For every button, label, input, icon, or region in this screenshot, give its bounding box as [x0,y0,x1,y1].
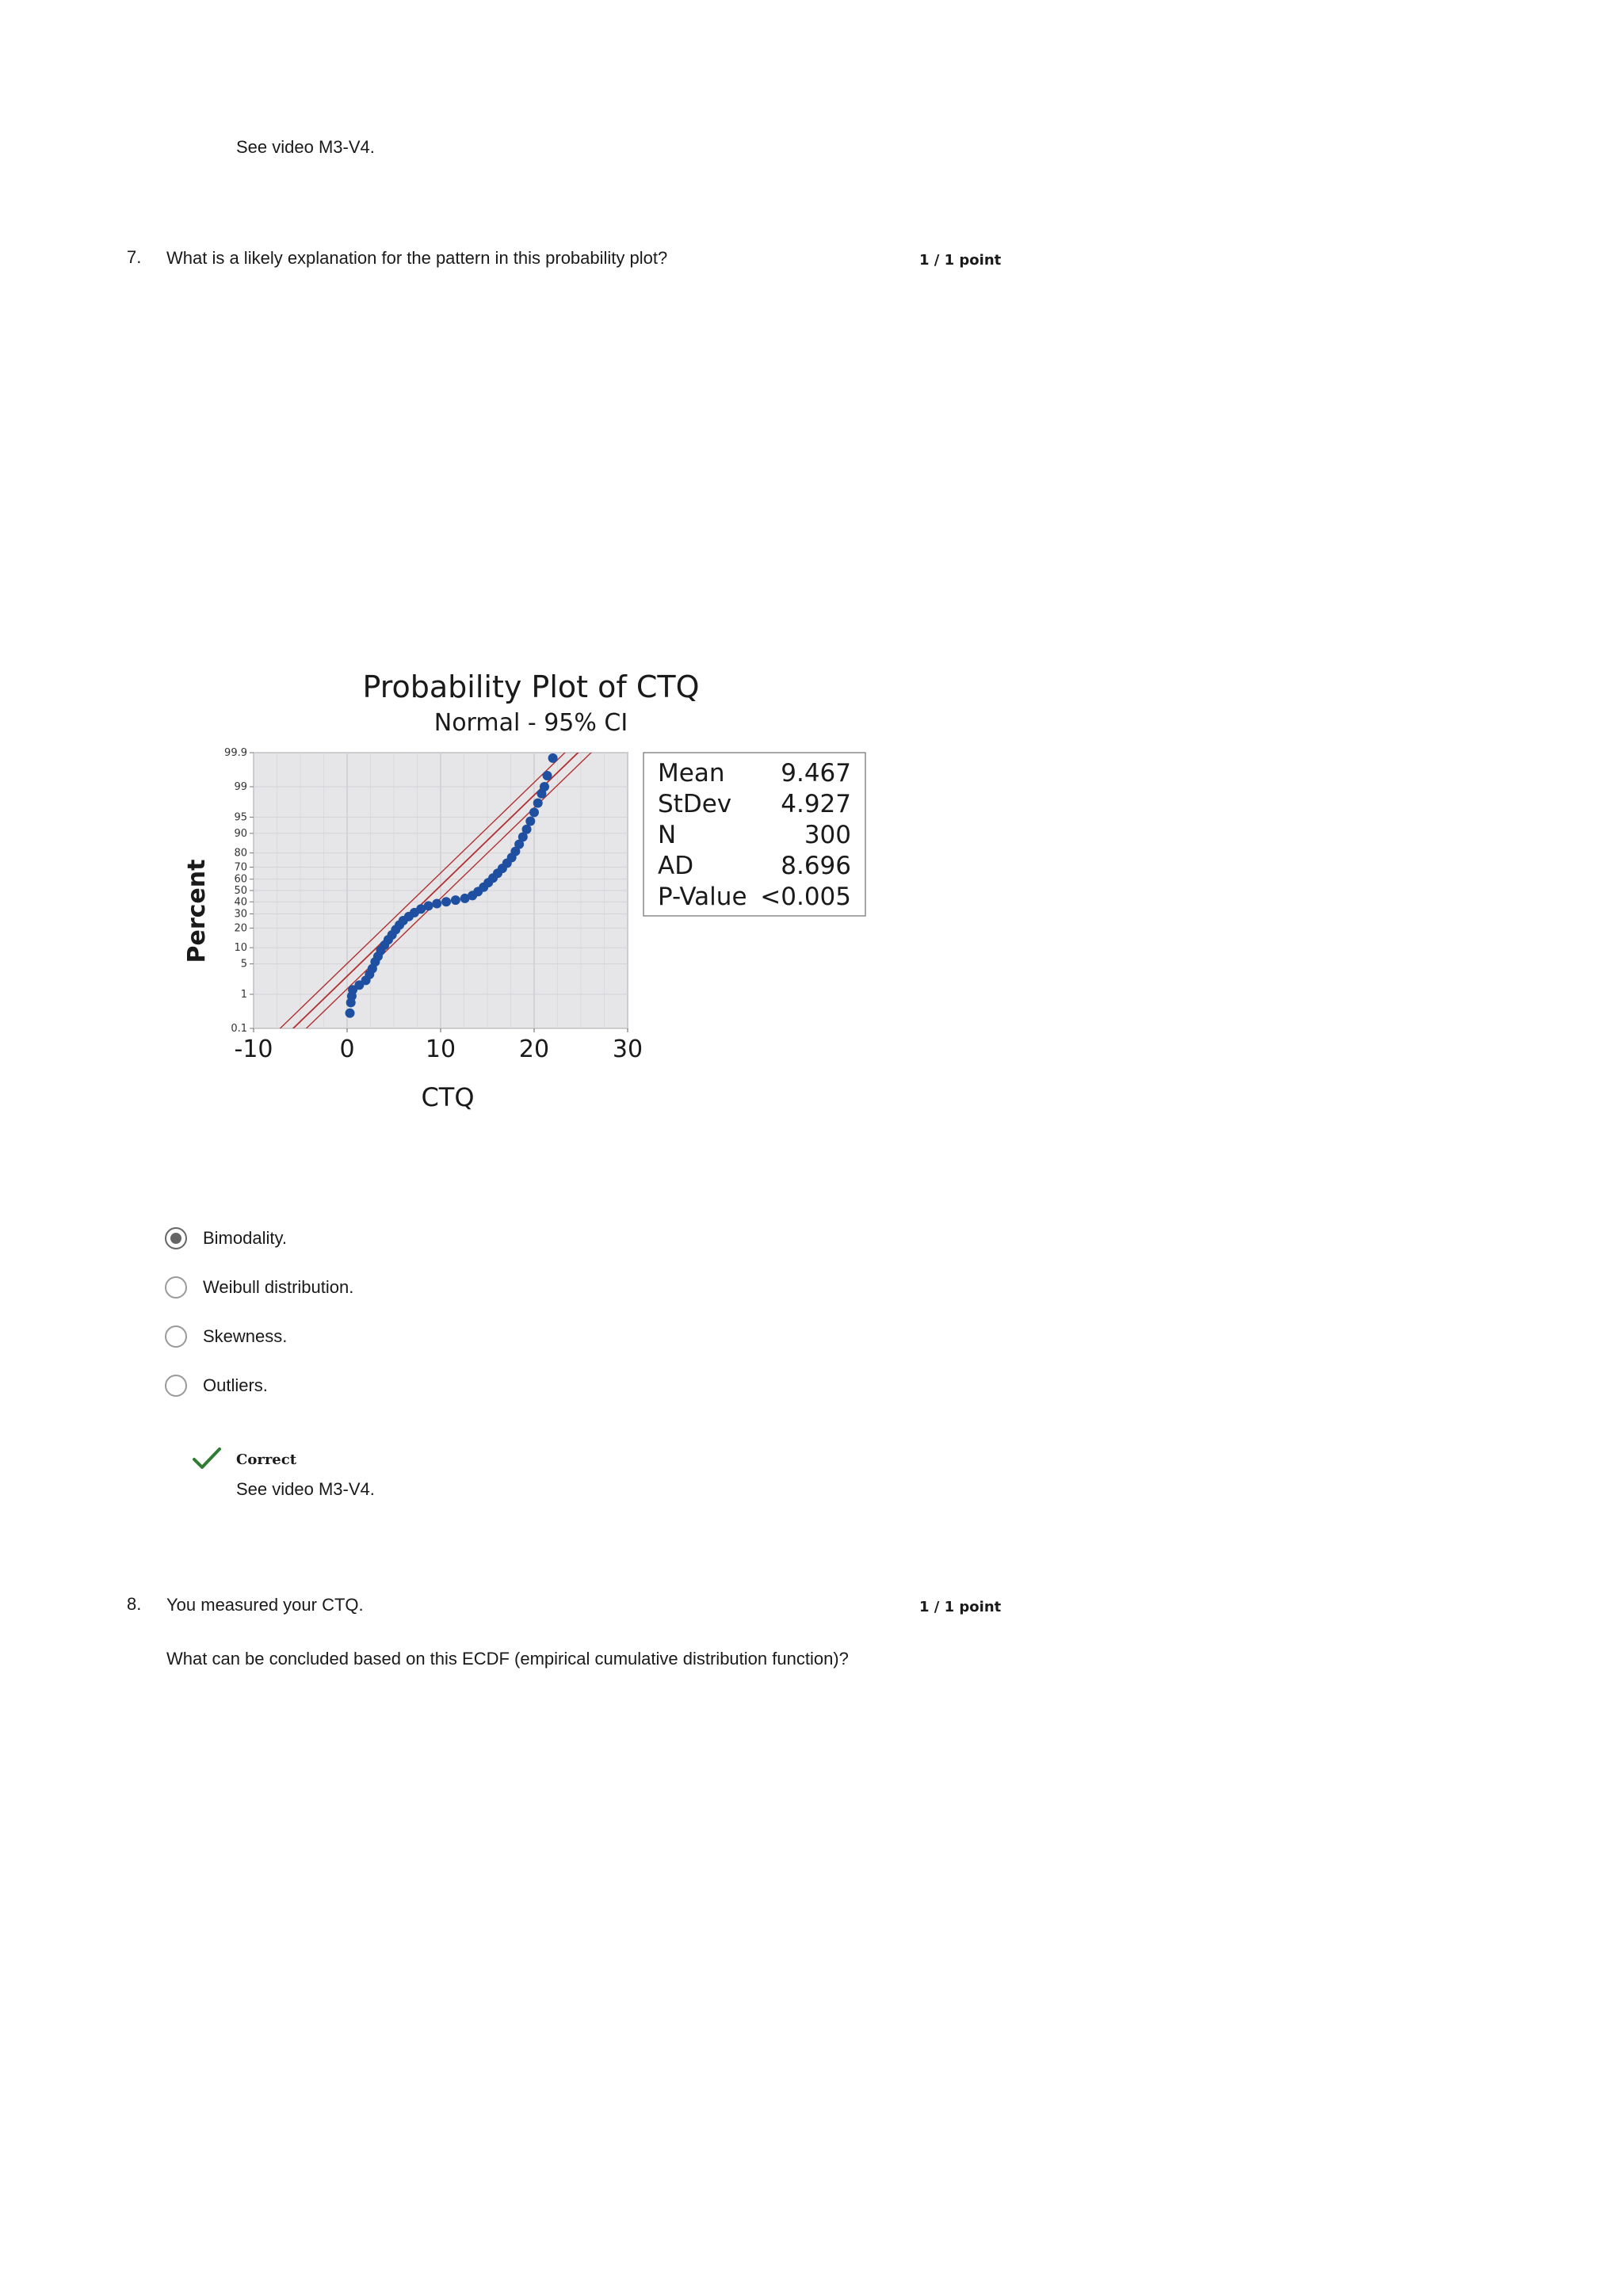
y-axis-label: Percent [183,859,211,963]
option-label: Skewness. [203,1326,288,1346]
y-tick-label: 40 [234,896,247,909]
y-tick-label: 1 [240,988,247,1001]
data-point [548,753,558,763]
option-weibull[interactable] [165,1274,353,1301]
y-tick-label: 0.1 [231,1023,247,1035]
data-point [451,895,460,905]
data-point [525,816,535,826]
y-tick-label: 60 [234,873,247,886]
stats-label: StDev [658,790,732,818]
stats-value: 4.927 [781,790,851,818]
feedback-status: Correct [236,1451,297,1468]
data-point [522,825,532,834]
y-tick-label: 20 [234,922,247,935]
question-7-text: What is a likely explanation for the pattern in this probability plot? [166,248,668,268]
data-point [543,771,552,780]
previous-feedback-text: See video M3-V4. [236,137,375,157]
option-label: Outliers. [203,1375,268,1395]
y-tick-label: 5 [240,958,247,971]
question-8-number: 8. [127,1594,142,1614]
radio-button[interactable] [165,1375,187,1397]
y-tick-label: 10 [234,942,247,955]
chart-title: Probability Plot of CTQ [362,669,700,704]
data-point [540,782,549,791]
data-point [441,897,451,906]
y-tick-label: 99.9 [224,747,247,759]
y-tick-label: 30 [234,908,247,921]
x-axis-label: CTQ [421,1082,475,1112]
question-8-points: 1 / 1 point [919,1599,1002,1615]
option-outliers[interactable] [165,1372,353,1399]
y-tick-label: 50 [234,885,247,897]
x-tick-label: -10 [234,1035,273,1063]
x-tick-label: 30 [612,1035,643,1063]
option-label: Bimodality. [203,1228,287,1248]
y-tick-label: 80 [234,847,247,860]
stats-value: 300 [804,821,851,849]
y-tick-label: 99 [234,781,247,794]
y-tick-label: 95 [234,811,247,824]
stats-label: AD [658,852,694,880]
x-tick-label: 0 [339,1035,355,1063]
radio-button-selected[interactable] [165,1227,187,1249]
data-point [529,807,539,817]
option-label: Weibull distribution. [203,1277,354,1297]
stats-legend-box [643,753,865,916]
stats-label: Mean [658,759,725,788]
x-tick-label: 10 [425,1035,456,1063]
question-7-number: 7. [127,247,142,267]
data-point [346,1009,355,1018]
option-skewness[interactable] [165,1323,353,1350]
data-point [424,901,433,910]
question-7-points: 1 / 1 point [919,252,1002,269]
checkmark-icon [192,1447,222,1470]
answer-options [165,1225,353,1399]
option-bimodality[interactable] [165,1225,353,1252]
stats-value: 8.696 [781,852,851,880]
x-tick-label: 20 [518,1035,550,1063]
stats-label: P-Value [658,883,747,911]
stats-value: <0.005 [760,883,851,911]
y-tick-label: 70 [234,861,247,874]
chart-subtitle: Normal - 95% CI [433,709,628,737]
plot-area [224,744,643,1063]
question-8-text: You measured your CTQ. [166,1595,364,1615]
feedback-text: See video M3-V4. [236,1479,375,1499]
radio-button[interactable] [165,1325,187,1348]
radio-button[interactable] [165,1276,187,1299]
question-8-subtext: What can be concluded based on this ECDF (empirical cumulative distribution function)? [166,1649,849,1669]
y-tick-label: 90 [234,827,247,840]
stats-label: N [658,821,677,849]
data-point [432,898,441,908]
probability-plot-chart [158,658,919,1133]
data-point [533,799,543,808]
stats-value: 9.467 [781,759,851,788]
